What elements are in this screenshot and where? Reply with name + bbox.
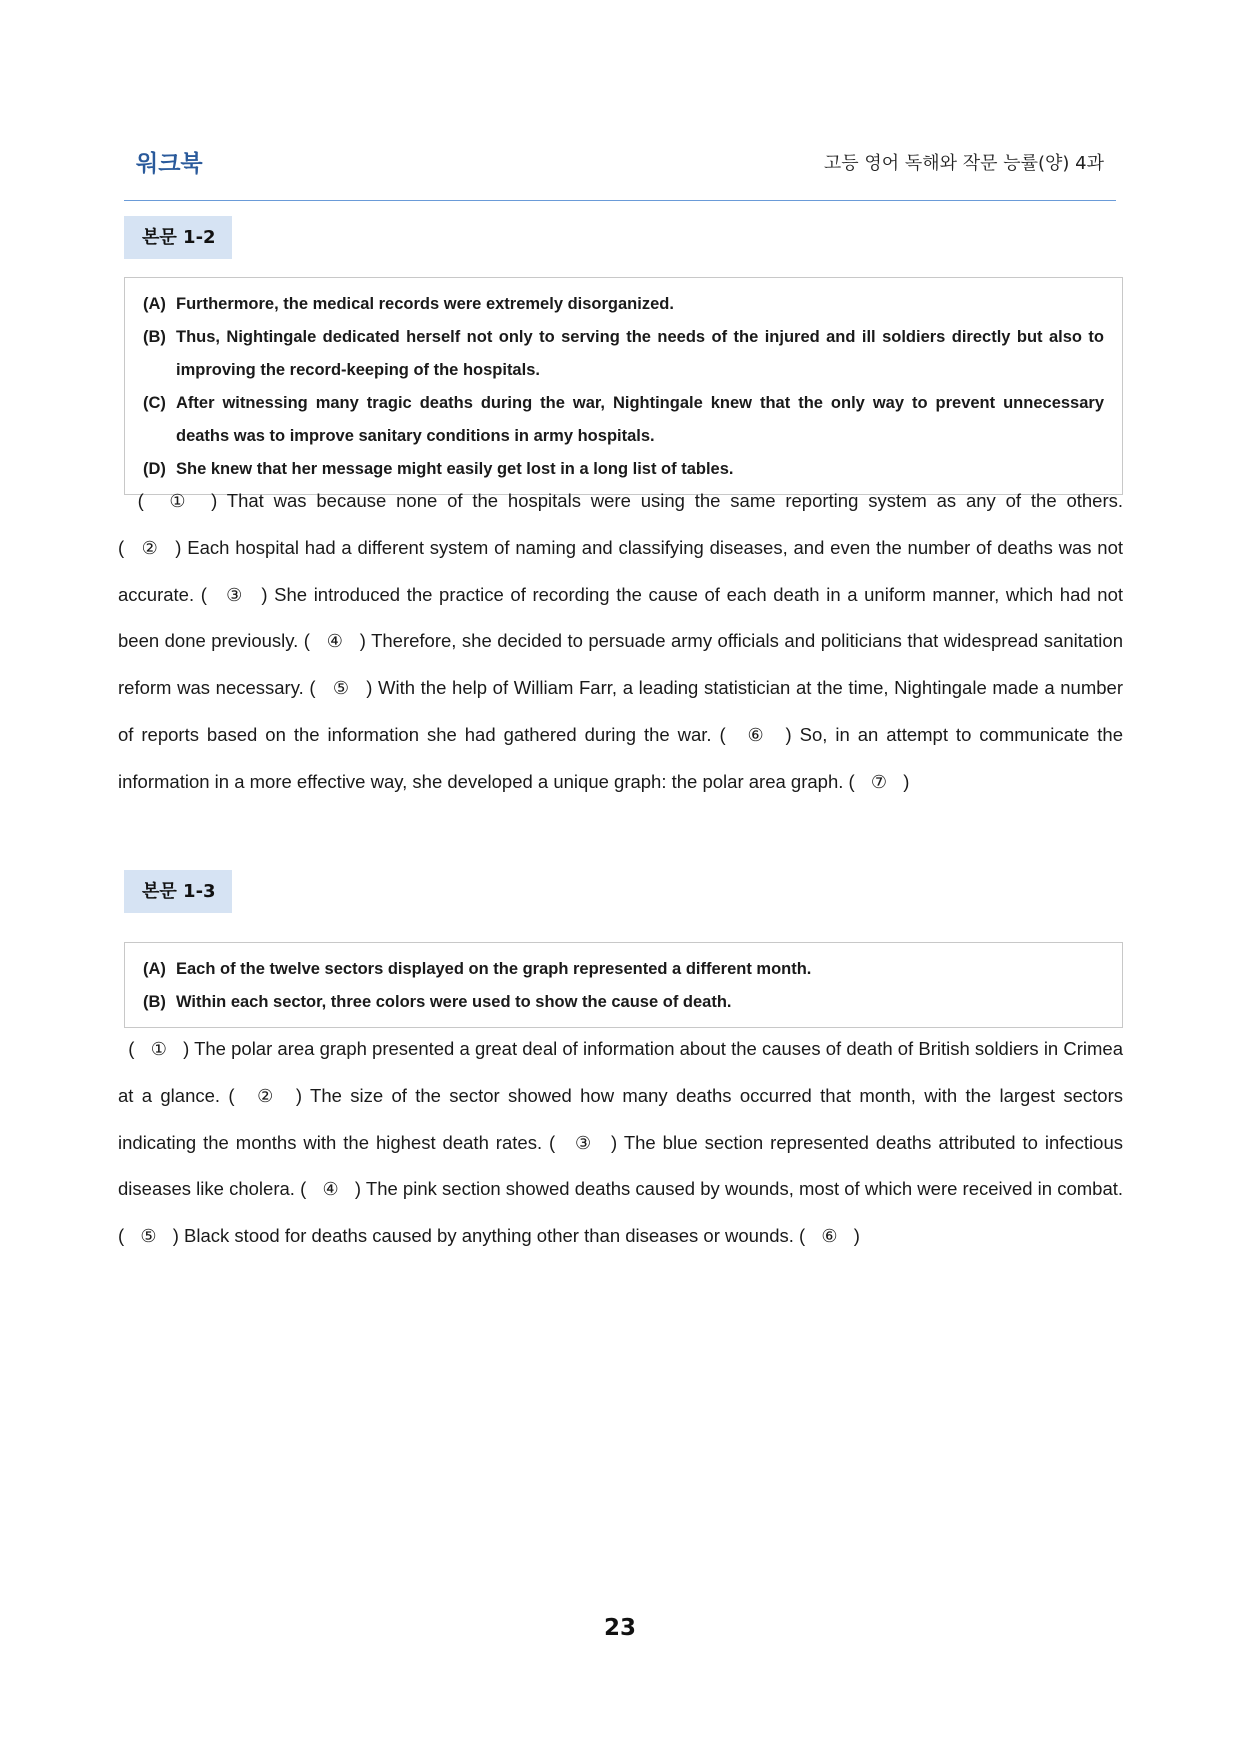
blank-slot: ( ① ) — [118, 490, 227, 511]
passage-sentence: Therefore, she decided to persuade army officials and politicians that widespread sanitation reform was necessary. — [118, 630, 1123, 699]
slot-number: ⑥ — [747, 724, 764, 745]
sentence-text: After witnessing many tragic deaths during the war, Nightingale knew that the only way to prevent unnecessary deaths was to improve sanitary conditions in army hospitals. — [176, 394, 1104, 445]
sentence-tag: (C) — [143, 394, 166, 412]
passage-1-2 — [118, 478, 1123, 806]
sentence-text: Furthermore, the medical records were extremely disorganized. — [176, 295, 674, 313]
sentence-tag: (B) — [143, 993, 166, 1011]
slot-number: ④ — [326, 631, 343, 652]
section-label-1-2: 본문 1-2 — [124, 216, 232, 259]
blank-slot: ( ④ ) — [300, 1178, 366, 1199]
blank-slot: ( ② ) — [118, 537, 187, 558]
blank-slot: ( ⑥ ) — [720, 724, 800, 745]
slot-number: ② — [257, 1085, 274, 1106]
slot-number: ④ — [322, 1179, 339, 1200]
sentence-text: Each of the twelve sectors displayed on the graph represented a different month. — [176, 960, 812, 978]
sentence-item — [143, 321, 1104, 387]
sentence-item — [143, 986, 1104, 1019]
sentence-text: Thus, Nightingale dedicated herself not only to serving the needs of the injured and ill soldiers directly but also to improving the record-keeping of the hospitals. — [176, 328, 1104, 379]
passage-sentence: Each hospital had a different system of naming and classifying diseases, and even the number of deaths was not accurate. — [118, 536, 1123, 605]
workbook-title: 워크북 — [136, 151, 203, 177]
passage-sentence: The blue section represented deaths attributed to infectious diseases like cholera. — [118, 1131, 1123, 1200]
sentence-item — [143, 953, 1104, 986]
passage-sentence: Black stood for deaths caused by anything other than diseases or wounds. — [184, 1225, 794, 1247]
slot-number: ① — [150, 1039, 167, 1059]
sentence-tag: (B) — [143, 328, 166, 346]
blank-slot: ( ③ ) — [549, 1132, 624, 1153]
section-label-1-3: 본문 1-3 — [124, 870, 232, 913]
page-header — [124, 145, 1116, 185]
sentence-item — [143, 387, 1104, 453]
blank-slot: ( ④ ) — [304, 630, 371, 651]
blank-slot: ( ③ ) — [201, 584, 274, 605]
slot-number: ⑦ — [870, 771, 888, 792]
sentence-tag: (A) — [143, 960, 166, 978]
slot-number: ② — [141, 537, 158, 558]
slot-number: ① — [169, 491, 186, 511]
passage-sentence: With the help of William Farr, a leading statistician at the time, Nightingale made a number of reports based on the information she had gathered during the war. — [118, 677, 1123, 745]
sentence-item — [143, 288, 1104, 321]
passage-sentence: The pink section showed deaths caused by wounds, most of which were received in combat. — [365, 1178, 1124, 1200]
sentence-box-1-2 — [124, 277, 1123, 495]
blank-slot: ( ⑤ ) — [309, 677, 378, 698]
blank-slot: ( ① ) — [118, 1038, 194, 1059]
blank-slot: ( ⑦ ) — [849, 771, 910, 792]
passage-sentence: The size of the sector showed how many deaths occurred that month, with the largest sectors indicating the months with the highest death rates. — [118, 1084, 1123, 1153]
sentence-text: She knew that her message might easily get lost in a long list of tables. — [176, 460, 734, 478]
slot-number: ⑤ — [140, 1226, 157, 1247]
blank-slot: ( ⑥ ) — [799, 1225, 860, 1246]
passage-sentence: She introduced the practice of recording the cause of each death in a uniform manner, which had not been done previously. — [118, 583, 1124, 652]
passage-sentence: That was because none of the hospitals were using the same reporting system as any of the others. — [226, 490, 1123, 511]
slot-number: ③ — [226, 584, 243, 605]
blank-slot: ( ⑤ ) — [118, 1225, 184, 1246]
sentence-tag: (A) — [143, 295, 166, 313]
slot-number: ⑥ — [821, 1226, 838, 1247]
slot-number: ③ — [575, 1132, 592, 1153]
sentence-box-1-3 — [124, 942, 1123, 1028]
slot-number: ⑤ — [332, 678, 349, 699]
passage-sentence: So, in an attempt to communicate the information in a more effective way, she developed a unique graph: the polar area graph. — [118, 723, 1124, 792]
sentence-text: Within each sector, three colors were used to show the cause of death. — [176, 993, 732, 1011]
header-divider — [124, 200, 1116, 201]
page-number: 23 — [603, 1615, 636, 1641]
sentence-tag: (D) — [143, 460, 166, 478]
passage-sentence: The polar area graph presented a great deal of information about the causes of death of British soldiers in Crimea at a glance. — [118, 1038, 1123, 1106]
passage-1-3 — [118, 1026, 1123, 1260]
course-title: 고등 영어 독해와 작문 능률(양) 4과 — [823, 153, 1104, 174]
blank-slot: ( ② ) — [228, 1085, 310, 1106]
